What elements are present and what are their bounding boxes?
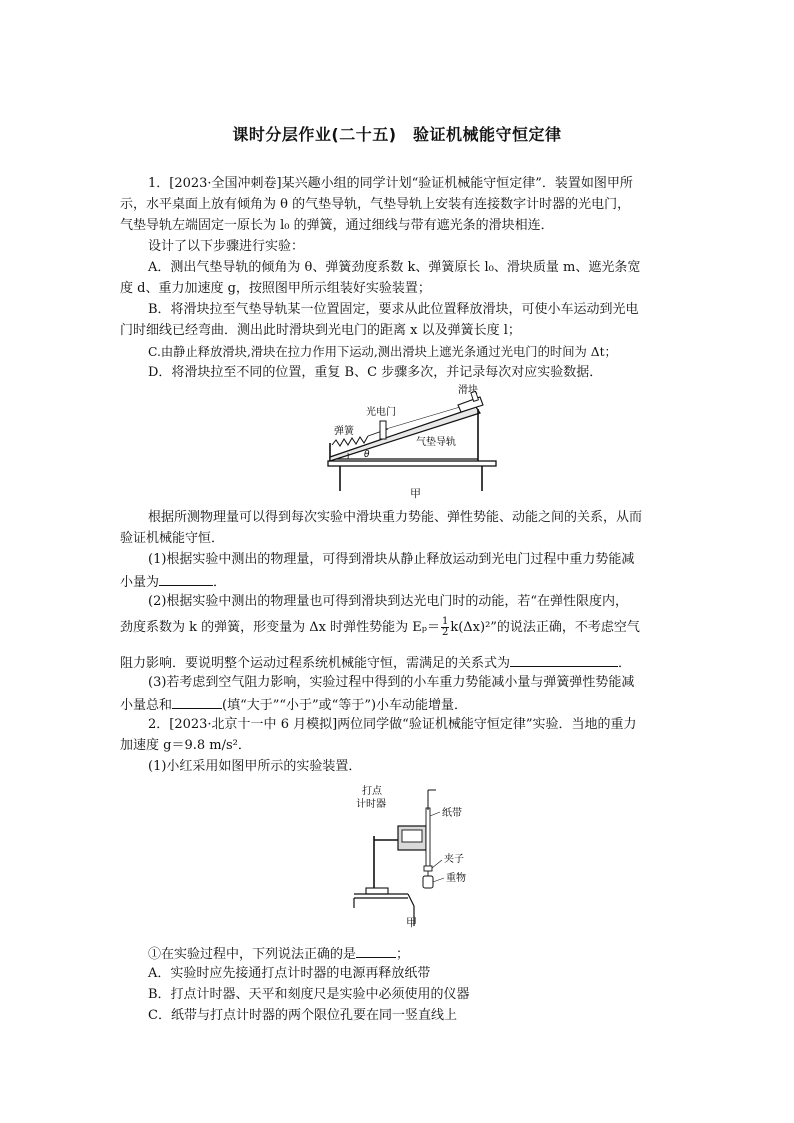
q1-sub1-line-2 xyxy=(120,572,226,592)
label-clip: 夹子 xyxy=(444,854,464,865)
q1-steps-intro: 设计了以下步骤进行实验： xyxy=(148,239,305,254)
q1-sub3-text-pre: 小量总和 xyxy=(120,698,173,713)
q1-sub2-line-3 xyxy=(120,653,631,673)
q1-step-a-1: A．测出气垫导轨的倾角为 θ、弹簧劲度系数 k、弹簧原长 l₀、滑块质量 m、遮光条宽 xyxy=(148,260,641,275)
label-spring: 弹簧 xyxy=(334,426,354,437)
page-title: 课时分层作业(二十五) 验证机械能守恒定律 xyxy=(232,125,562,144)
answer-blank-4[interactable] xyxy=(356,944,396,958)
q2-question-text: ①在实验过程中，下列说法正确的是 xyxy=(148,947,357,962)
q2-option-c: C．纸带与打点计时器的两个限位孔要在同一竖直线上 xyxy=(148,1008,457,1023)
label-slider: 滑块 xyxy=(458,385,478,396)
label-angle: θ xyxy=(364,450,370,460)
q2-option-b: B．打点计时器、天平和刻度尺是实验中必须使用的仪器 xyxy=(148,987,470,1002)
air-track-figure xyxy=(318,383,502,501)
fraction-numerator: 1 xyxy=(441,616,449,627)
q1-sub2-formula-post: k(Δx)²”的说法正确，不考虑空气 xyxy=(450,620,640,635)
fraction-one-half xyxy=(441,617,449,638)
fraction-denominator: 2 xyxy=(441,627,449,638)
figure-1-caption: 甲 xyxy=(410,487,421,500)
q1-sub2-end: ． xyxy=(618,656,632,671)
q1-sub3-line-2 xyxy=(120,695,467,715)
q1-paragraph-1: 根据所测物理量可以得到每次实验中滑块重力势能、弹性势能、动能之间的关系，从而 xyxy=(148,510,643,525)
q2-sub1: (1)小红采用如图甲所示的实验装置． xyxy=(148,759,362,774)
q1-paragraph-2: 验证机械能守恒． xyxy=(120,531,225,546)
q1-step-d: D．将滑块拉至不同的位置，重复 B、C 步骤多次，并记录每次对应实验数据． xyxy=(148,365,603,380)
label-timer: 打点 xyxy=(362,786,382,797)
q2-option-a: A．实验时应先接通打点计时器的电源再释放纸带 xyxy=(148,966,431,981)
q1-line-2: 示，水平桌面上放有倾角为 θ 的气垫导轨，气垫导轨上安装有连接数字计时器的光电门， xyxy=(120,197,631,212)
q1-step-b-2: 门时细线已经弯曲．测出此时滑块到光电门的距离 x 以及弹簧长度 l； xyxy=(120,323,521,338)
q1-sub2-line-2 xyxy=(120,617,640,638)
q1-sub2-formula-pre: 劲度系数为 k 的弹簧，形变量为 Δx 时弹性势能为 Eₚ＝ xyxy=(120,620,440,635)
q2-line-2: 加速度 g＝9.8 m/s²． xyxy=(120,738,251,753)
label-weight: 重物 xyxy=(446,873,466,884)
q1-sub2-text: 阻力影响．要说明整个运动过程系统机械能守恒，需满足的关系式为 xyxy=(120,656,511,671)
q2-line-1: 2．[2023·北京十一中 6 月模拟]两位同学做“验证机械能守恒定律”实验．当地的重力 xyxy=(148,717,637,732)
label-timer-2: 计时器 xyxy=(356,799,386,810)
q1-line-1: 1．[2023·全国冲刺卷]某兴趣小组的同学计划“验证机械能守恒定律”．装置如图甲所 xyxy=(148,176,633,191)
q1-step-a-2: 度 d、重力加速度 g，按照图甲所示组装好实验装置； xyxy=(120,281,431,296)
label-photogate: 光电门 xyxy=(366,407,396,418)
q1-sub3-line-1: (3)若考虑到空气阻力影响，实验过程中得到的小车重力势能减小量与弹簧弹性势能减 xyxy=(148,675,635,690)
q2-question-end: ； xyxy=(396,947,410,962)
answer-blank-3[interactable] xyxy=(172,695,222,709)
label-air-track: 气垫导轨 xyxy=(416,437,456,448)
answer-blank-1[interactable] xyxy=(159,572,213,586)
label-paper-tape: 纸带 xyxy=(442,808,462,819)
q1-step-c: C.由静止释放滑块,滑块在拉力作用下运动,测出滑块上遮光条通过光电门的时间为 Δt； xyxy=(148,345,617,359)
ticker-timer-figure xyxy=(340,780,480,930)
q1-line-3: 气垫导轨左端固定一原长为 l₀ 的弹簧，通过细线与带有遮光条的滑块相连． xyxy=(120,218,554,233)
q1-sub1-text: 小量为 xyxy=(120,575,160,590)
q2-question-1 xyxy=(148,944,409,964)
q1-sub1-line-1: (1)根据实验中测出的物理量，可得到滑块从静止释放运动到光电门过程中重力势能减 xyxy=(148,552,635,567)
q1-sub3-text-post: (填“大于”“小于”或“等于”)小车动能增量． xyxy=(222,698,468,713)
figure-2-caption: 甲 xyxy=(406,916,417,929)
q1-step-b-1: B．将滑块拉至气垫导轨某一位置固定，要求从此位置释放滑块，可使小车运动到光电 xyxy=(148,302,639,317)
q1-sub2-line-1: (2)根据实验中测出的物理量也可得到滑块到达光电门时的动能，若“在弹性限度内， xyxy=(148,594,629,609)
q1-sub1-end: ． xyxy=(213,575,227,590)
answer-blank-2[interactable] xyxy=(510,653,618,667)
